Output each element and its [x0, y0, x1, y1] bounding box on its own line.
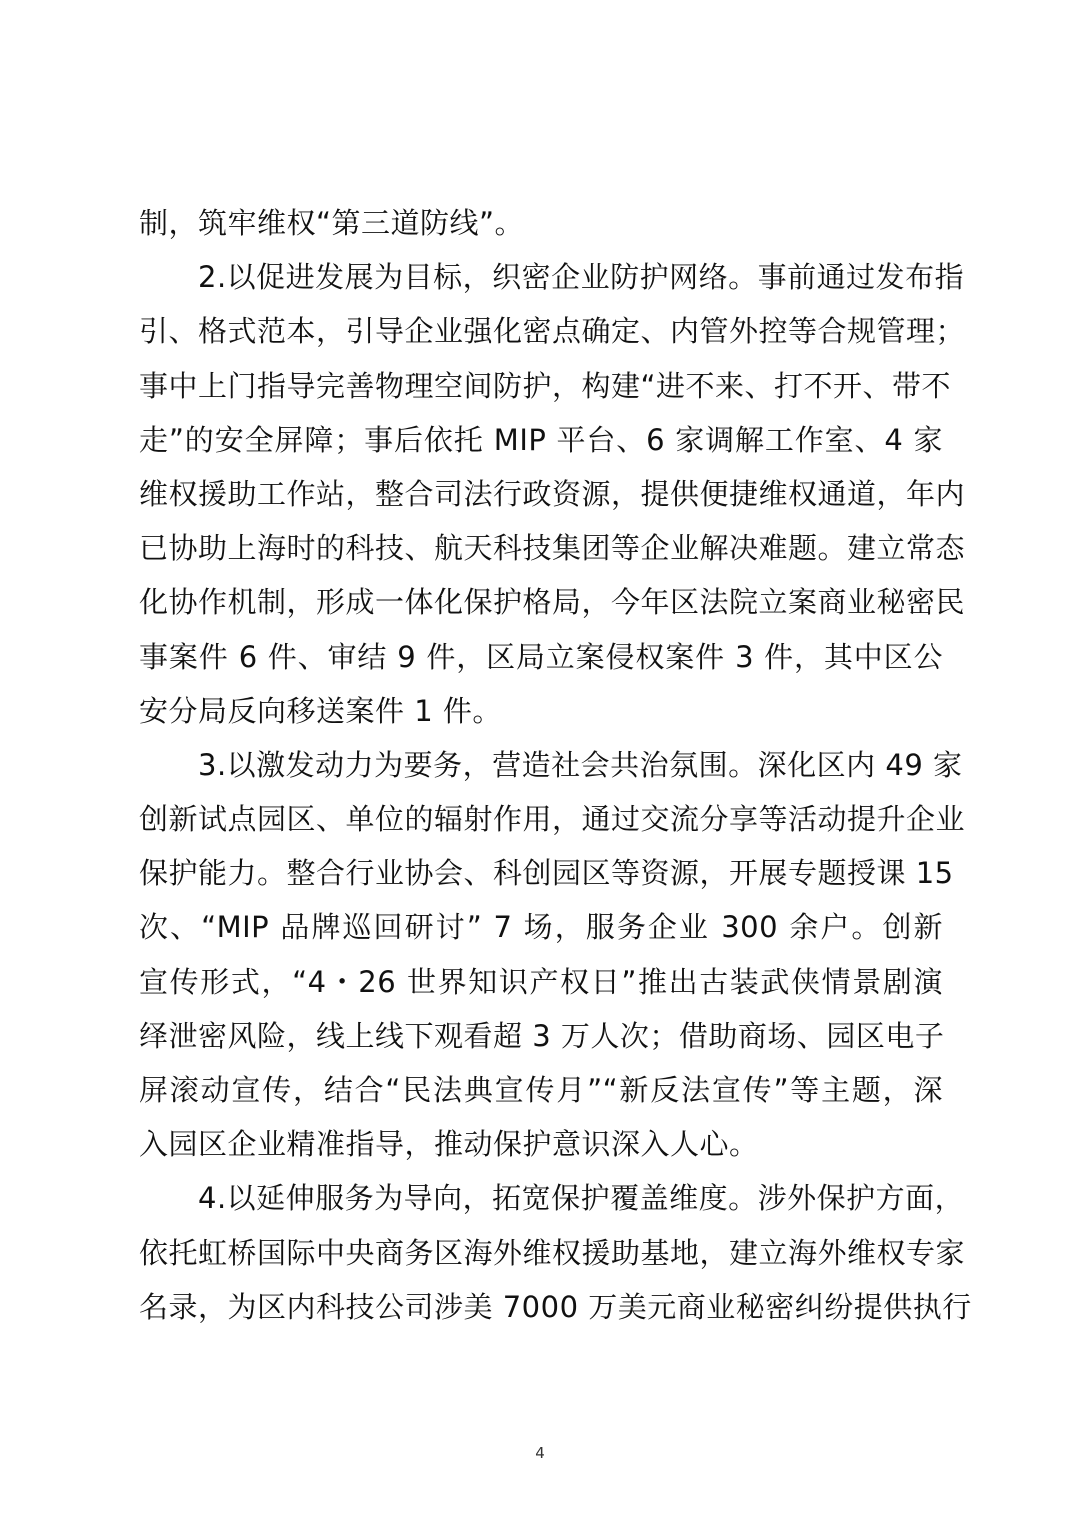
text-line: 屏滚动宣传，结合“民法典宣传月”“新反法宣传”等主题，深: [139, 1073, 943, 1107]
paragraph-2-heading-line: 2.以促进发展为目标，织密企业防护网络。事前通过发布指: [139, 260, 965, 295]
text-line: 制，筑牢维权“第三道防线”。: [139, 206, 525, 240]
text-line: 化协作机制，形成一体化保护格局，今年区法院立案商业秘密民: [139, 585, 966, 620]
text-line: 安分局反向移送案件 1 件。: [139, 693, 502, 728]
page-number: 4: [535, 1444, 545, 1462]
text-line: 引、格式范本，引导企业强化密点确定、内管外控等合规管理；: [139, 314, 966, 349]
paragraph-4-heading-line: 4.以延伸服务为导向，拓宽保护覆盖维度。涉外保护方面，: [139, 1181, 965, 1216]
text-line: 保护能力。整合行业协会、科创园区等资源，开展专题授课 15: [139, 856, 954, 891]
text-line: 维权援助工作站，整合司法行政资源，提供便捷维权通道，年内: [139, 476, 966, 511]
text-line: 入园区企业精准指导，推动保护意识深入人心。: [139, 1127, 759, 1162]
paragraph-3-heading-line: 3.以激发动力为要务，营造社会共治氛围。深化区内 49 家: [139, 747, 963, 782]
text-line: 宣传形式，“4・26 世界知识产权日”推出古装武侠情景剧演: [139, 964, 943, 999]
text-line: 事案件 6 件、审结 9 件，区局立案侵权案件 3 件，其中区公: [139, 639, 943, 674]
body-text: [139, 196, 972, 1334]
text-line: 创新试点园区、单位的辐射作用，通过交流分享等活动提升企业: [139, 802, 966, 837]
text-line: 事中上门指导完善物理空间防护，构建“进不来、打不开、带不: [139, 368, 952, 403]
text-line: 已协助上海时的科技、航天科技集团等企业解决难题。建立常态: [139, 531, 966, 566]
text-line: 次、“MIP 品牌巡回研讨” 7 场，服务企业 300 余户。创新: [139, 910, 943, 945]
text-line: 绎泄密风险，线上线下观看超 3 万人次；借助商场、园区电子: [139, 1018, 945, 1053]
text-line: 名录，为区内科技公司涉美 7000 万美元商业秘密纠纷提供执行: [139, 1289, 972, 1324]
text-line: 依托虹桥国际中央商务区海外维权援助基地，建立海外维权专家: [139, 1235, 966, 1270]
text-line: 走”的安全屏障；事后依托 MIP 平台、6 家调解工作室、4 家: [139, 422, 943, 457]
